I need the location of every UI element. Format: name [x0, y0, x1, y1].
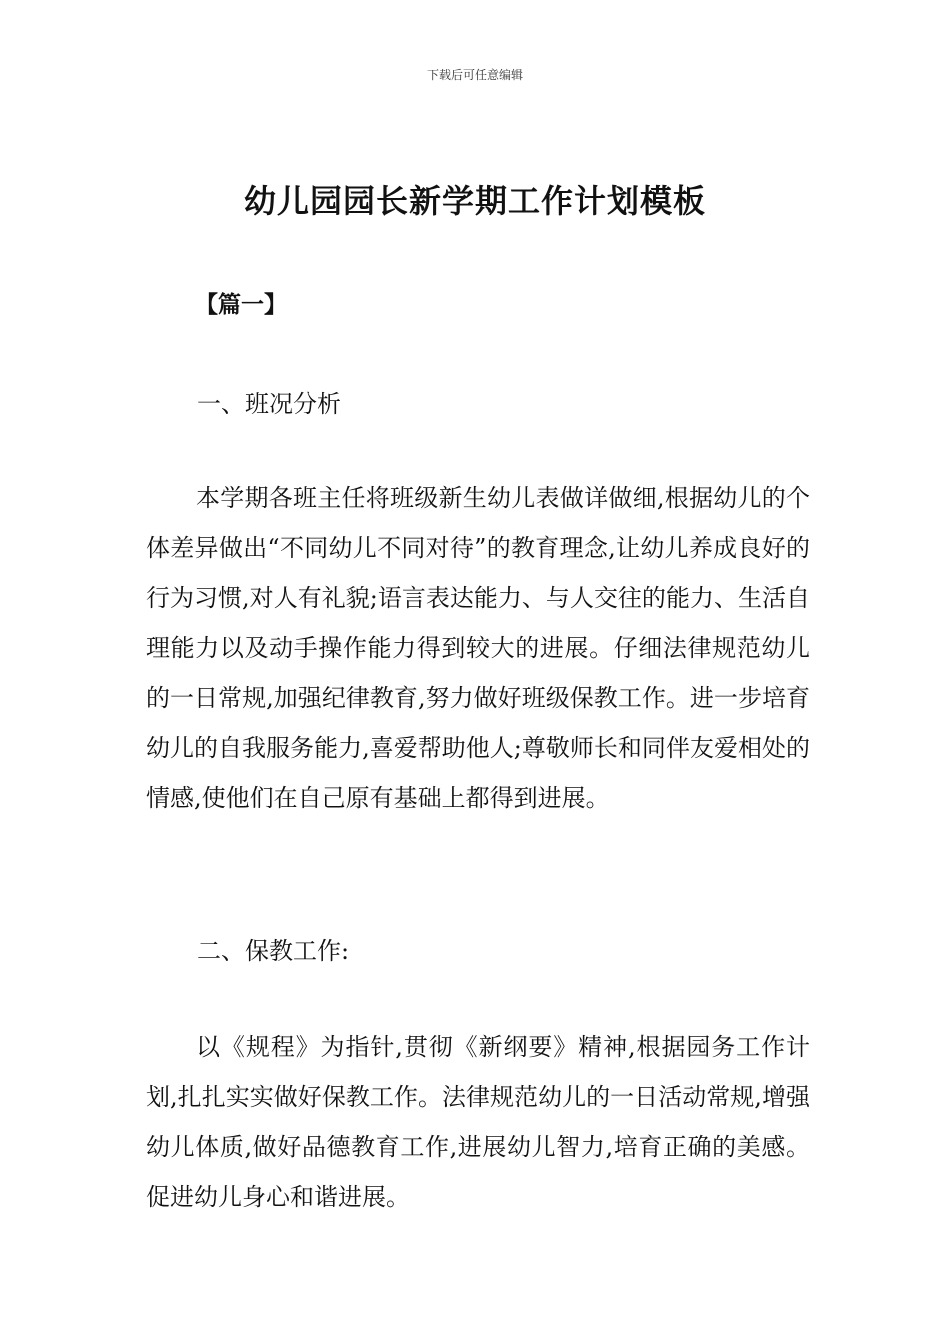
section-paragraph-2: 以《规程》为指针,贯彻《新纲要》精神,根据园务工作计划,扎扎实实做好保教工作。法律规范幼儿的一日活动常规,增强幼儿体质,做好品德教育工作,进展幼儿智力,培育正确的美感。促进幼儿身心和谐进展。: [146, 1033, 810, 1211]
section-heading-1: 一、班况分析: [197, 390, 341, 418]
section-paragraph-1: 本学期各班主任将班级新生幼儿表做详做细,根据幼儿的个体差异做出“不同幼儿不同对待”的教育理念,让幼儿养成良好的行为习惯,对人有礼貌;语言表达能力、与人交往的能力、生活自理能力以及动手操作能力得到较大的进展。仔细法律规范幼儿的一日常规,加强纪律教育,努力做好班级保教工作。进一步培育幼儿的自我服务能力,喜爱帮助他人;尊敬师长和同伴友爱相处的情感,使他们在自己原有基础上都得到进展。: [146, 484, 810, 812]
header-note: 下载后可任意编辑: [426, 68, 523, 82]
part-label: 【篇一】: [195, 292, 287, 318]
document-title: 幼儿园园长新学期工作计划模板: [243, 182, 706, 220]
section-heading-2: 二、保教工作:: [197, 937, 350, 965]
